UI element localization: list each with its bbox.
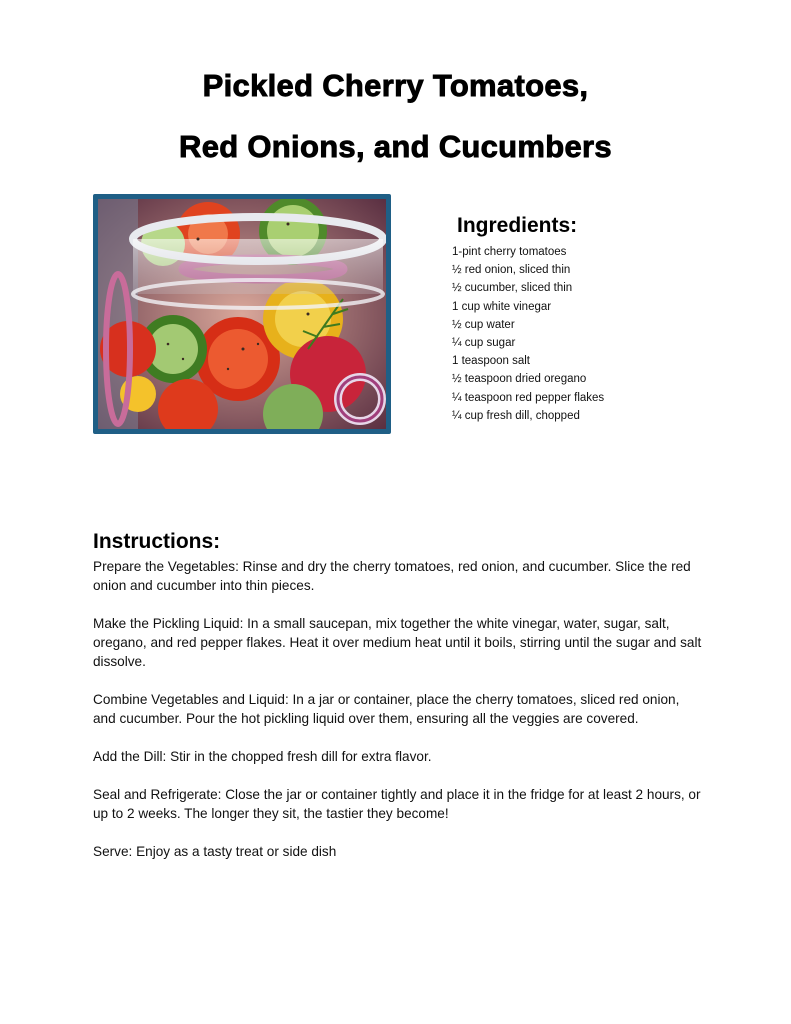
recipe-photo — [93, 194, 391, 434]
ingredient-item: ½ teaspoon dried oregano — [452, 373, 587, 386]
instruction-step: Prepare the Vegetables: Rinse and dry the cherry tomatoes, red onion, and cucumber. Slice the red onion and cucumber into thin pieces. — [93, 559, 691, 593]
ingredient-item: 1 cup white vinegar — [452, 300, 552, 313]
ingredient-item: ½ cup water — [452, 318, 515, 331]
ingredient-item: 1-pint cherry tomatoes — [452, 246, 567, 258]
ingredients-list — [452, 243, 604, 425]
ingredient-item: 1 teaspoon salt — [452, 355, 531, 368]
ingredient-item: ¼ cup sugar — [452, 337, 516, 350]
instruction-step: Make the Pickling Liquid: In a small saucepan, mix together the white vinegar, water, sugar, salt, oregano, and red pepper flakes. Heat it over medium heat until it boils, stirring until the sugar and salt dissolve. — [93, 616, 702, 669]
recipe-title-line-2: Red Onions, and Cucumbers — [179, 128, 612, 164]
instruction-step: Seal and Refrigerate: Close the jar or container tightly and place it in the fridge for at least 2 hours, or up to 2 weeks. The longer they sit, the tastier they become! — [93, 787, 701, 821]
instructions-list — [93, 557, 705, 880]
ingredient-item: ½ red onion, sliced thin — [452, 264, 571, 277]
ingredient-item: ½ cucumber, sliced thin — [452, 282, 573, 295]
instruction-step: Add the Dill: Stir in the chopped fresh dill for extra flavor. — [93, 749, 432, 764]
instruction-step: Combine Vegetables and Liquid: In a jar or container, place the cherry tomatoes, sliced red onion, and cucumber. Pour the hot pickling liquid over them, ensuring all the veggies are covered. — [93, 692, 680, 726]
ingredients-heading: Ingredients: — [457, 214, 578, 238]
instructions-heading: Instructions: — [93, 530, 221, 554]
ingredient-item: ¼ cup fresh dill, chopped — [452, 409, 580, 422]
recipe-title-line-1: Pickled Cherry Tomatoes, — [202, 67, 589, 103]
instruction-step: Serve: Enjoy as a tasty treat or side dish — [93, 844, 337, 859]
ingredient-item: ¼ teaspoon red pepper flakes — [452, 391, 605, 404]
pickled-vegetables-jar-image — [98, 199, 386, 429]
